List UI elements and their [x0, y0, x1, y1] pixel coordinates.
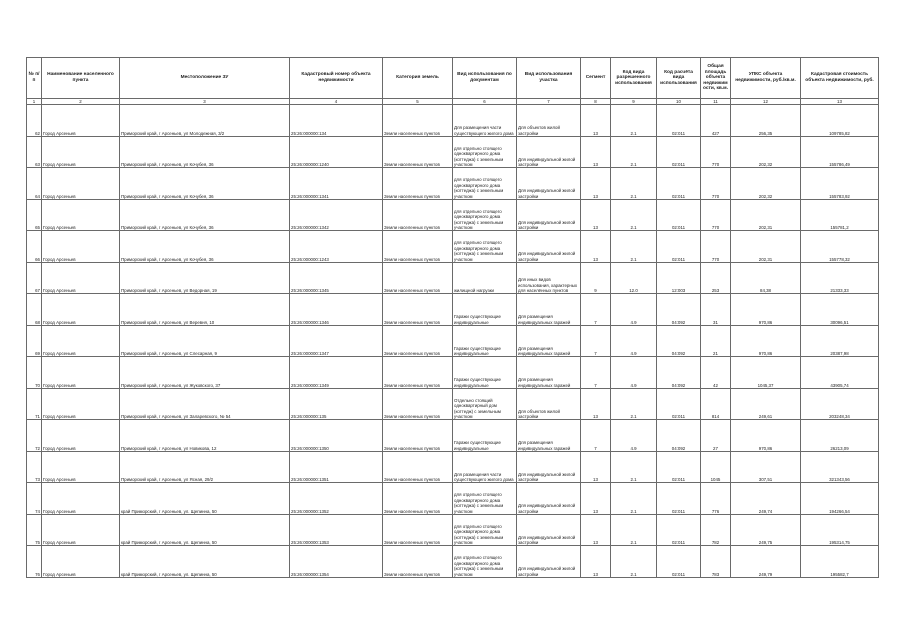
calc-use-code-cell: 02:011: [657, 514, 701, 546]
table-row: [27, 325, 879, 357]
use-by-documents-cell: для отдельно стоящего одноквартирного дома (коттеджа) с земельным участком: [453, 514, 517, 546]
land-category-cell: Земли населенных пунктов: [383, 546, 453, 578]
upks-cell: 256,35: [731, 105, 801, 137]
use-by-documents-cell: для отдельно стоящего одноквартирного дома (коттеджа) с земельным участком: [453, 199, 517, 231]
settlement-cell: Город Арсеньев: [42, 294, 120, 326]
column-number: 13: [801, 99, 879, 105]
cadastral-value-cell: 155781,2: [801, 199, 879, 231]
location-cell: край Приморский, г Арсеньев, ул. Щепинна, 50: [120, 483, 290, 515]
location-cell: Приморский край, г Арсеньев, ул Веревня, 10: [120, 294, 290, 326]
header-cell: Местоположение ЗУ: [120, 58, 290, 99]
use-by-documents-cell: Для размещения части существующего жилого дома: [453, 451, 517, 483]
table-row: [27, 136, 879, 168]
cadastral-number-cell: 25:26:000000:1351: [290, 451, 383, 483]
table-row: [27, 483, 879, 515]
calc-use-code-cell: 02:011: [657, 388, 701, 420]
column-number: 8: [581, 99, 611, 105]
use-by-documents-cell: для отдельно стоящего одноквартирного дома (коттеджа) с земельным участком: [453, 231, 517, 263]
table-row: [27, 231, 879, 263]
upks-cell: 202,32: [731, 168, 801, 200]
row-number: 70: [27, 357, 42, 389]
allowed-use-code-cell: 2.1: [611, 546, 657, 578]
segment-cell: 13: [581, 136, 611, 168]
cadastral-number-cell: 25:26:000000:1240: [290, 136, 383, 168]
use-by-documents-cell: жилищной нагрузки: [453, 262, 517, 294]
segment-cell: 13: [581, 199, 611, 231]
cadastral-value-cell: 43905,74: [801, 357, 879, 389]
cadastral-number-cell: 25:26:000000:1342: [290, 199, 383, 231]
allowed-use-code-cell: 2.1: [611, 231, 657, 263]
row-number: 67: [27, 262, 42, 294]
settlement-cell: Город Арсеньев: [42, 388, 120, 420]
settlement-cell: Город Арсеньев: [42, 136, 120, 168]
row-number: 76: [27, 546, 42, 578]
area-cell: 770: [701, 136, 731, 168]
use-by-documents-cell: для отдельно стоящего одноквартирного дома (коттеджа) с земельным участком: [453, 168, 517, 200]
column-number: 9: [611, 99, 657, 105]
calc-use-code-cell: 02:011: [657, 136, 701, 168]
cadastral-value-cell: 321343,56: [801, 451, 879, 483]
location-cell: Приморский край, г Арсеньев, ул Кочубея, 36: [120, 136, 290, 168]
allowed-use-code-cell: 4.9: [611, 294, 657, 326]
plot-use-cell: Для индивидуальной жилой застройки: [517, 451, 581, 483]
cadastral-number-cell: 25:26:000000:1352: [290, 483, 383, 515]
area-cell: 31: [701, 294, 731, 326]
cadastral-number-cell: 25:26:000000:1349: [290, 357, 383, 389]
land-category-cell: Земли населенных пунктов: [383, 483, 453, 515]
cadastral-number-cell: 25:26:000000:1347: [290, 325, 383, 357]
cadastral-value-cell: 155783,92: [801, 168, 879, 200]
table-row: [27, 168, 879, 200]
table-row: [27, 514, 879, 546]
header-cell: Кадастровая стоимость объекта недвижимости, руб.: [801, 58, 879, 99]
segment-cell: 13: [581, 514, 611, 546]
use-by-documents-cell: Для размещения части существующего жилого дома: [453, 105, 517, 137]
land-category-cell: Земли населенных пунктов: [383, 451, 453, 483]
cadastral-value-cell: 26213,09: [801, 420, 879, 452]
upks-cell: 307,51: [731, 451, 801, 483]
calc-use-code-cell: 04:092: [657, 294, 701, 326]
plot-use-cell: Для размещения индивидуальных гаражей: [517, 294, 581, 326]
header-cell: Код расчёта вида использования: [657, 58, 701, 99]
cadastral-value-cell: 20387,98: [801, 325, 879, 357]
upks-cell: 202,31: [731, 231, 801, 263]
row-number: 69: [27, 325, 42, 357]
location-cell: край Приморский, г Арсеньев, ул. Щепинна, 50: [120, 514, 290, 546]
cadastral-number-cell: 25:26:000000:1345: [290, 262, 383, 294]
location-cell: Приморский край, г Арсеньев, ул Кочубея, 36: [120, 231, 290, 263]
area-cell: 427: [701, 105, 731, 137]
upks-cell: 249,79: [731, 546, 801, 578]
table-row: [27, 199, 879, 231]
calc-use-code-cell: 02:011: [657, 199, 701, 231]
allowed-use-code-cell: 2.1: [611, 136, 657, 168]
allowed-use-code-cell: 2.1: [611, 105, 657, 137]
area-cell: 1045: [701, 451, 731, 483]
calc-use-code-cell: 02:011: [657, 483, 701, 515]
location-cell: Приморский край, г Арсеньев, ул Слесарная, 9: [120, 325, 290, 357]
row-number: 74: [27, 483, 42, 515]
plot-use-cell: Для размещения индивидуальных гаражей: [517, 420, 581, 452]
allowed-use-code-cell: 2.1: [611, 388, 657, 420]
cadastral-number-cell: 25:26:000000:134: [290, 105, 383, 137]
table-row: [27, 546, 879, 578]
land-category-cell: Земли населенных пунктов: [383, 325, 453, 357]
location-cell: Приморский край, г Арсеньев, ул Кочубея, 36: [120, 168, 290, 200]
allowed-use-code-cell: 4.9: [611, 357, 657, 389]
allowed-use-code-cell: 2.1: [611, 514, 657, 546]
row-number: 62: [27, 105, 42, 137]
cadastral-value-cell: 109785,82: [801, 105, 879, 137]
column-number: 12: [731, 99, 801, 105]
location-cell: Приморский край, г Арсеньев, ул Жуковского, 37: [120, 357, 290, 389]
settlement-cell: Город Арсеньев: [42, 262, 120, 294]
header-cell: № п/п: [27, 58, 42, 99]
column-number: 11: [701, 99, 731, 105]
row-number: 73: [27, 451, 42, 483]
area-cell: 770: [701, 168, 731, 200]
land-category-cell: Земли населенных пунктов: [383, 294, 453, 326]
plot-use-cell: Для размещения индивидуальных гаражей: [517, 357, 581, 389]
location-cell: Приморский край, г Арсеньев, ул Заларевского, № 54: [120, 388, 290, 420]
upks-cell: 249,74: [731, 483, 801, 515]
location-cell: край Приморский, г Арсеньев, ул. Щепинна, 50: [120, 546, 290, 578]
plot-use-cell: Для иных видов использования, характерных для населённых пунктов: [517, 262, 581, 294]
cadastral-value-cell: 195314,75: [801, 514, 879, 546]
segment-cell: 13: [581, 168, 611, 200]
plot-use-cell: Для объектов жилой застройки: [517, 105, 581, 137]
cadastral-value-table: [26, 57, 879, 578]
area-cell: 776: [701, 483, 731, 515]
column-number: 4: [290, 99, 383, 105]
calc-use-code-cell: 02:011: [657, 168, 701, 200]
use-by-documents-cell: Гаражи существующие индивидуальные: [453, 294, 517, 326]
allowed-use-code-cell: 4.9: [611, 420, 657, 452]
settlement-cell: Город Арсеньев: [42, 546, 120, 578]
cadastral-value-cell: 195582,7: [801, 546, 879, 578]
land-category-cell: Земли населенных пунктов: [383, 420, 453, 452]
header-cell: Сегмент: [581, 58, 611, 99]
allowed-use-code-cell: 2.1: [611, 168, 657, 200]
plot-use-cell: Для индивидуальной жилой застройки: [517, 168, 581, 200]
allowed-use-code-cell: 2.1: [611, 199, 657, 231]
header-cell: Код вида разрешенного использования: [611, 58, 657, 99]
upks-cell: 202,32: [731, 136, 801, 168]
location-cell: Приморский край, г Арсеньев, ул Ясная, 29/2: [120, 451, 290, 483]
plot-use-cell: Для индивидуальной жилой застройки: [517, 546, 581, 578]
settlement-cell: Город Арсеньев: [42, 199, 120, 231]
use-by-documents-cell: Гаражи существующие индивидуальные: [453, 357, 517, 389]
upks-cell: 202,31: [731, 199, 801, 231]
segment-cell: 7: [581, 420, 611, 452]
upks-cell: 249,61: [731, 388, 801, 420]
row-number: 63: [27, 136, 42, 168]
allowed-use-code-cell: 4.9: [611, 325, 657, 357]
table-row: [27, 262, 879, 294]
column-number: 2: [42, 99, 120, 105]
segment-cell: 13: [581, 451, 611, 483]
land-category-cell: Земли населенных пунктов: [383, 357, 453, 389]
land-category-cell: Земли населенных пунктов: [383, 105, 453, 137]
header-row: [27, 58, 879, 99]
cadastral-value-cell: 155786,49: [801, 136, 879, 168]
calc-use-code-cell: 04:092: [657, 420, 701, 452]
cadastral-number-cell: 25:26:000000:1350: [290, 420, 383, 452]
header-cell: Вид использования по документам: [453, 58, 517, 99]
segment-cell: 7: [581, 294, 611, 326]
row-number: 72: [27, 420, 42, 452]
upks-cell: 249,75: [731, 514, 801, 546]
area-cell: 814: [701, 388, 731, 420]
header-cell: Вид использования участка: [517, 58, 581, 99]
column-number: 5: [383, 99, 453, 105]
header-cell: Категория земель: [383, 58, 453, 99]
plot-use-cell: Для индивидуальной жилой застройки: [517, 483, 581, 515]
calc-use-code-cell: 02:011: [657, 105, 701, 137]
settlement-cell: Город Арсеньев: [42, 451, 120, 483]
plot-use-cell: Для индивидуальной жилой застройки: [517, 199, 581, 231]
settlement-cell: Город Арсеньев: [42, 105, 120, 137]
cadastral-number-cell: 25:26:000000:135: [290, 388, 383, 420]
upks-cell: 970,86: [731, 325, 801, 357]
cadastral-number-cell: 25:26:000000:1354: [290, 546, 383, 578]
land-category-cell: Земли населенных пунктов: [383, 168, 453, 200]
plot-use-cell: Для размещения индивидуальных гаражей: [517, 325, 581, 357]
area-cell: 770: [701, 199, 731, 231]
cadastral-value-cell: 30096,51: [801, 294, 879, 326]
segment-cell: 9: [581, 262, 611, 294]
row-number: 64: [27, 168, 42, 200]
plot-use-cell: Для объектов жилой застройки: [517, 388, 581, 420]
table-row: [27, 357, 879, 389]
header-cell: Наименование населенного пункта: [42, 58, 120, 99]
upks-cell: 1045,37: [731, 357, 801, 389]
area-cell: 770: [701, 231, 731, 263]
row-number: 75: [27, 514, 42, 546]
land-category-cell: Земли населенных пунктов: [383, 388, 453, 420]
segment-cell: 13: [581, 483, 611, 515]
column-number: 10: [657, 99, 701, 105]
settlement-cell: Город Арсеньев: [42, 325, 120, 357]
use-by-documents-cell: для отдельно стоящего одноквартирного дома (коттеджа) с земельным участком: [453, 546, 517, 578]
land-category-cell: Земли населенных пунктов: [383, 136, 453, 168]
use-by-documents-cell: для отдельно стоящего одноквартирного дома (коттеджа) с земельным участком: [453, 483, 517, 515]
settlement-cell: Город Арсеньев: [42, 514, 120, 546]
calc-use-code-cell: 04:092: [657, 325, 701, 357]
area-cell: 21: [701, 325, 731, 357]
header-cell: УПКС объекта недвижимости, руб./кв.м.: [731, 58, 801, 99]
land-category-cell: Земли населенных пунктов: [383, 262, 453, 294]
plot-use-cell: Для индивидуальной жилой застройки: [517, 231, 581, 263]
calc-use-code-cell: 12:003: [657, 262, 701, 294]
land-category-cell: Земли населенных пунктов: [383, 199, 453, 231]
cadastral-number-cell: 25:26:000000:1243: [290, 231, 383, 263]
cadastral-value-cell: 194266,54: [801, 483, 879, 515]
row-number: 65: [27, 199, 42, 231]
settlement-cell: Город Арсеньев: [42, 168, 120, 200]
header-cell: Кадастровый номер объекта недвижимости: [290, 58, 383, 99]
calc-use-code-cell: 02:011: [657, 451, 701, 483]
use-by-documents-cell: для отдельно стоящего одноквартирного дома (коттеджа) с земельным участком: [453, 136, 517, 168]
segment-cell: 13: [581, 231, 611, 263]
plot-use-cell: Для индивидуальной жилой застройки: [517, 136, 581, 168]
use-by-documents-cell: Гаражи существующие индивидуальные: [453, 420, 517, 452]
calc-use-code-cell: 02:011: [657, 231, 701, 263]
area-cell: 253: [701, 262, 731, 294]
row-number: 71: [27, 388, 42, 420]
calc-use-code-cell: 02:011: [657, 546, 701, 578]
land-category-cell: Земли населенных пунктов: [383, 514, 453, 546]
area-cell: 27: [701, 420, 731, 452]
location-cell: Приморский край, г Арсеньев, ул Новикова, 12: [120, 420, 290, 452]
calc-use-code-cell: 04:092: [657, 357, 701, 389]
land-category-cell: Земли населенных пунктов: [383, 231, 453, 263]
cadastral-number-cell: 25:26:000000:1346: [290, 294, 383, 326]
segment-cell: 13: [581, 546, 611, 578]
plot-use-cell: Для индивидуальной жилой застройки: [517, 514, 581, 546]
settlement-cell: Город Арсеньев: [42, 483, 120, 515]
cadastral-value-cell: 155778,32: [801, 231, 879, 263]
allowed-use-code-cell: 2.1: [611, 483, 657, 515]
use-by-documents-cell: Отдельно стоящий одноквартирный дом (коттедж) с земельным участком: [453, 388, 517, 420]
upks-cell: 84,38: [731, 262, 801, 294]
area-cell: 782: [701, 514, 731, 546]
column-number: 3: [120, 99, 290, 105]
cadastral-value-cell: 203248,34: [801, 388, 879, 420]
row-number: 66: [27, 231, 42, 263]
use-by-documents-cell: Гаражи существующие индивидуальные: [453, 325, 517, 357]
area-cell: 42: [701, 357, 731, 389]
area-cell: 783: [701, 546, 731, 578]
column-number: 7: [517, 99, 581, 105]
table-row: [27, 451, 879, 483]
cadastral-number-cell: 25:26:000000:1353: [290, 514, 383, 546]
segment-cell: 13: [581, 105, 611, 137]
segment-cell: 7: [581, 325, 611, 357]
cadastral-number-cell: 25:26:000000:1341: [290, 168, 383, 200]
table-row: [27, 420, 879, 452]
cadastral-value-cell: 21333,33: [801, 262, 879, 294]
column-number: 1: [27, 99, 42, 105]
settlement-cell: Город Арсеньев: [42, 357, 120, 389]
location-cell: Приморский край, г Арсеньев, ул Кочубея, 36: [120, 199, 290, 231]
segment-cell: 7: [581, 357, 611, 389]
column-number: 6: [453, 99, 517, 105]
location-cell: Приморский край, г Арсеньев, ул Ведорная, 19: [120, 262, 290, 294]
segment-cell: 13: [581, 388, 611, 420]
header-cell: Общая площадь объекта недвижим ости, кв.м.: [701, 58, 731, 99]
table-row: [27, 388, 879, 420]
settlement-cell: Город Арсеньев: [42, 420, 120, 452]
table-row: [27, 294, 879, 326]
table-row: [27, 105, 879, 137]
settlement-cell: Город Арсеньев: [42, 231, 120, 263]
allowed-use-code-cell: 12.0: [611, 262, 657, 294]
upks-cell: 970,86: [731, 294, 801, 326]
location-cell: Приморский край, г Арсеньев, ул Молодежная, 3/2: [120, 105, 290, 137]
upks-cell: 970,86: [731, 420, 801, 452]
row-number: 68: [27, 294, 42, 326]
allowed-use-code-cell: 2.1: [611, 451, 657, 483]
